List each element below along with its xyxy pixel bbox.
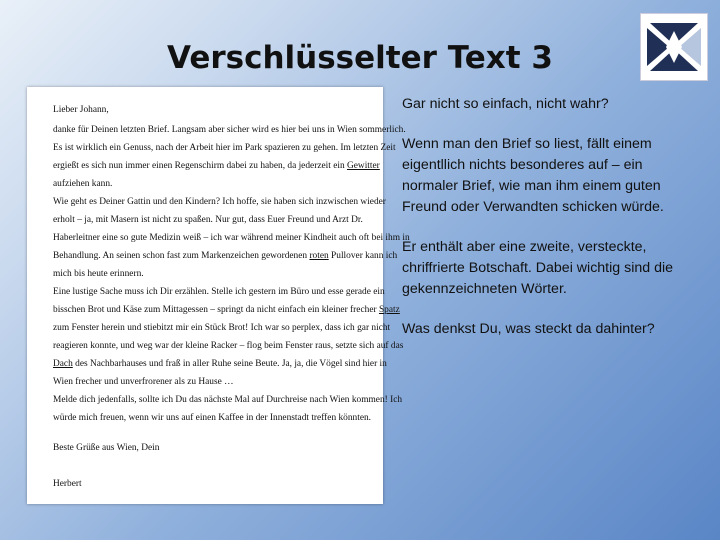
letter-text: danke für Deinen letzten Brief. Langsam aber sicher wird es hier bei uns in Wien sommerlich. xyxy=(53,125,406,135)
letter-text: aufziehen kann. xyxy=(53,179,113,189)
letter-text: Es ist wirklich ein Genuss, nach der Arbeit hier im Park spazieren zu gehen. Im letzten Zeit xyxy=(53,143,396,153)
letter-text: Eine lustige Sache muss ich Dir erzählen. Stelle ich gestern im Büro und esse gerade ein xyxy=(53,287,385,297)
letter-line xyxy=(53,359,387,369)
letter-line xyxy=(53,269,373,279)
letter-line xyxy=(53,233,410,243)
paragraph-1: Gar nicht so einfach, nicht wahr? xyxy=(402,96,609,112)
letter-text: zum Fenster herein und stiebitzt mir ein Stück Brot! Ich war so perplex, dass ich gar nicht xyxy=(53,323,391,333)
letter-text: reagieren konnte, und weg war der kleine Racker – flog beim Fenster raus, setzte sich auf das xyxy=(53,341,404,351)
marked-word: Spatz xyxy=(378,305,400,315)
letter-line xyxy=(53,479,373,489)
marked-word: roten xyxy=(309,251,329,261)
letter-line xyxy=(53,143,396,153)
letter-line xyxy=(53,341,404,351)
letter-line xyxy=(53,215,373,225)
marked-word: Dach xyxy=(53,359,73,369)
letter-line xyxy=(53,251,398,261)
letter-text: des Nachbarhauses und fraß in aller Ruhe seine Beute. Ja, ja, die Vögel sind hier in xyxy=(72,359,387,369)
slide-title: Verschlüsselter Text 3 xyxy=(167,40,553,76)
letter-line xyxy=(53,377,373,387)
letter-line xyxy=(53,413,373,423)
letter-line xyxy=(53,197,386,207)
letter-line xyxy=(53,305,400,315)
letter-line xyxy=(53,323,391,333)
letter-text: Herbert xyxy=(53,479,82,489)
letter-text: Melde dich jedenfalls, sollte ich Du das nächste Mal auf Durchreise nach Wien kommen! Ich xyxy=(53,395,403,405)
paragraph-4: Was denkst Du, was steckt da dahinter? xyxy=(402,321,655,337)
letter-line xyxy=(53,125,406,135)
letter-text: bisschen Brot und Käse zum Mittagessen – springt da nicht einfach ein kleiner frecher xyxy=(53,305,379,315)
letter-text: erholt – ja, mit Masern ist nicht zu spaßen. Nur gut, dass Euer Freund und Arzt Dr. xyxy=(53,215,363,225)
letter-text: Lieber Johann, xyxy=(53,105,109,115)
letter-text: Wie geht es Deiner Gattin und den Kindern? Ich hoffe, sie haben sich inzwischen wieder xyxy=(53,197,386,207)
letter-text: Pullover kann ich xyxy=(328,251,398,261)
letter-line xyxy=(53,179,373,189)
letter-text: Behandlung. An seinen schon fast zum Markenzeichen gewordenen xyxy=(53,251,310,261)
letter-line xyxy=(53,105,373,115)
letter-image xyxy=(27,87,410,504)
letter-text: würde mich freuen, wenn wir uns auf einen Kaffee in der Innenstadt treffen könnten. xyxy=(53,413,372,423)
letter-line xyxy=(53,287,385,297)
logo xyxy=(640,13,708,81)
explanation-text xyxy=(402,94,702,359)
letter-text: Beste Grüße aus Wien, Dein xyxy=(53,443,160,453)
marked-word: Gewitter xyxy=(347,161,380,171)
letter-text: ergießt es sich nun immer einen Regenschirm dabei zu haben, da jederzeit ein xyxy=(53,161,347,171)
letter-line xyxy=(53,443,373,453)
letter-text: mich bis heute erinnern. xyxy=(53,269,144,279)
paragraph-2: Wenn man den Brief so liest, fällt einem eigentllich nichts besonderes auf – ein normaler Brief, wie man ihm einem guten Freund oder Verwandten schicken würde. xyxy=(402,136,664,215)
letter-line xyxy=(53,395,403,405)
letter-text: Wien frecher und unverfrorener als zu Hause … xyxy=(53,377,234,387)
letter-text: Haberleitner eine so gute Medizin weiß – ich war während meiner Kindheit auch oft bei ihm in xyxy=(53,233,410,243)
diamond-cross-logo-icon xyxy=(641,14,707,80)
paragraph-3: Er enthält aber eine zweite, versteckte, chriffrierte Botschaft. Dabei wichtig sind die gekennzeichneten Wörter. xyxy=(402,239,674,297)
letter-line xyxy=(53,161,380,171)
